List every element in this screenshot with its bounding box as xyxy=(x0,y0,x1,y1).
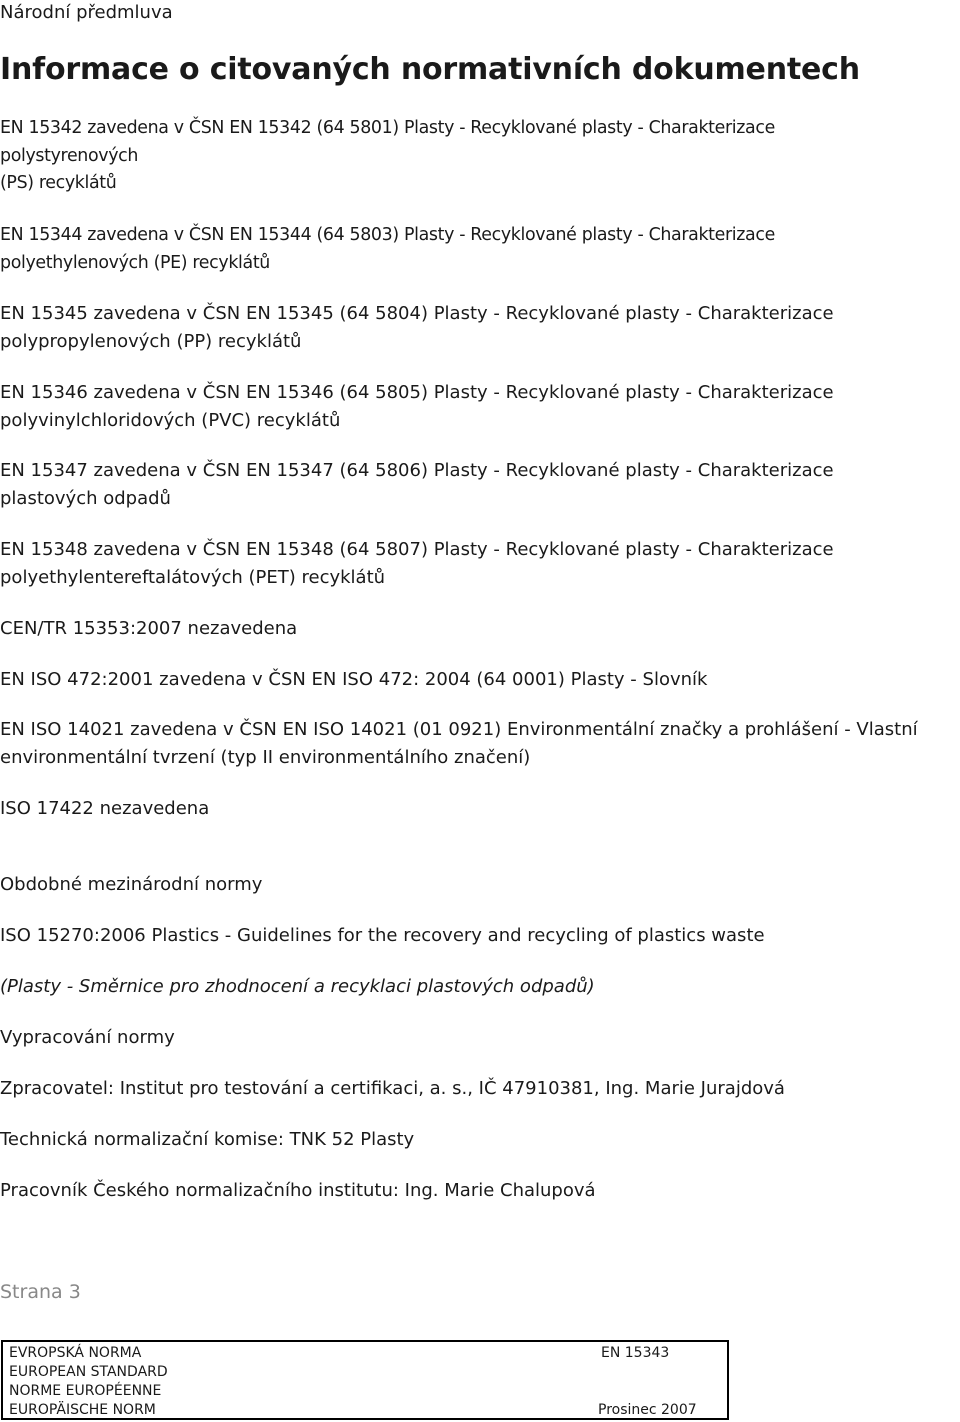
reference-line: (PS) recyklátů xyxy=(0,173,117,193)
reference-item xyxy=(0,795,960,823)
reference-line: EN 15344 zavedena v ČSN EN 15344 (64 5803) Plasty - Recyklované plasty - Charakterizace xyxy=(0,225,775,245)
related-translation: (Plasty - Směrnice pro zhodnocení a recyklaci plastových odpadů) xyxy=(0,976,595,997)
standard-code: EN 15343 xyxy=(601,1345,670,1361)
officer-line: Pracovník Českého normalizačního institutu: Ing. Marie Chalupová xyxy=(0,1180,596,1201)
page-title: Informace o citovaných normativních dokumentech xyxy=(0,52,860,87)
standard-name: EVROPSKÁ NORMA xyxy=(9,1345,142,1361)
standard-header-box xyxy=(1,1340,729,1420)
reference-line: EN 15347 zavedena v ČSN EN 15347 (64 5806) Plasty - Recyklované plasty - Charakterizace xyxy=(0,460,834,481)
processor-line: Zpracovatel: Institut pro testování a certifikaci, a. s., IČ 47910381, Ing. Marie Jurajdová xyxy=(0,1078,785,1099)
reference-line: EN 15348 zavedena v ČSN EN 15348 (64 5807) Plasty - Recyklované plasty - Charakterizace xyxy=(0,539,834,560)
reference-item xyxy=(0,222,960,277)
committee-line: Technická normalizační komise: TNK 52 Plasty xyxy=(0,1129,415,1150)
section-label: Národní předmluva xyxy=(0,2,173,23)
reference-item xyxy=(0,716,960,772)
reference-line: EN 15346 zavedena v ČSN EN 15346 (64 5805) Plasty - Recyklované plasty - Charakterizace xyxy=(0,382,834,403)
standard-date: Prosinec 2007 xyxy=(598,1402,697,1418)
reference-line: EN 15342 zavedena v ČSN EN 15342 (64 5801) Plasty - Recyklované plasty - Charakterizace xyxy=(0,118,775,138)
standard-name: EUROPÄISCHE NORM xyxy=(9,1402,156,1418)
reference-item xyxy=(0,457,960,513)
standard-name: NORME EUROPÉENNE xyxy=(9,1383,162,1399)
reference-line: EN 15345 zavedena v ČSN EN 15345 (64 5804) Plasty - Recyklované plasty - Charakterizace xyxy=(0,303,834,324)
reference-line: EN ISO 14021 zavedena v ČSN EN ISO 14021 (01 0921) Environmentální značky a prohlášení - Vlastní xyxy=(0,719,918,740)
page-number: Strana 3 xyxy=(0,1281,81,1303)
reference-line: CEN/TR 15353:2007 nezavedena xyxy=(0,618,298,639)
related-standard: ISO 15270:2006 Plastics - Guidelines for the recovery and recycling of plastics waste xyxy=(0,925,765,946)
reference-item xyxy=(0,115,960,198)
reference-line: polypropylenových (PP) recyklátů xyxy=(0,331,302,352)
reference-line: environmentální tvrzení (typ II environmentálního značení) xyxy=(0,747,531,768)
preparation-heading: Vypracování normy xyxy=(0,1027,175,1048)
reference-item xyxy=(0,666,960,694)
reference-item xyxy=(0,615,960,643)
reference-line: polyethylentereftalátových (PET) recyklátů xyxy=(0,567,386,588)
reference-line: plastových odpadů xyxy=(0,488,171,509)
reference-item xyxy=(0,379,960,435)
reference-line: ISO 17422 nezavedena xyxy=(0,798,210,819)
reference-line: polyethylenových (PE) recyklátů xyxy=(0,252,270,273)
related-heading: Obdobné mezinárodní normy xyxy=(0,874,263,895)
reference-item xyxy=(0,536,960,592)
reference-line: polyvinylchloridových (PVC) recyklátů xyxy=(0,410,341,431)
reference-line: polystyrenových xyxy=(0,145,139,166)
reference-item xyxy=(0,300,960,356)
standard-name: EUROPEAN STANDARD xyxy=(9,1364,168,1380)
standard-name-list xyxy=(9,1344,168,1420)
reference-line: EN ISO 472:2001 zavedena v ČSN EN ISO 472: 2004 (64 0001) Plasty - Slovník xyxy=(0,669,708,690)
